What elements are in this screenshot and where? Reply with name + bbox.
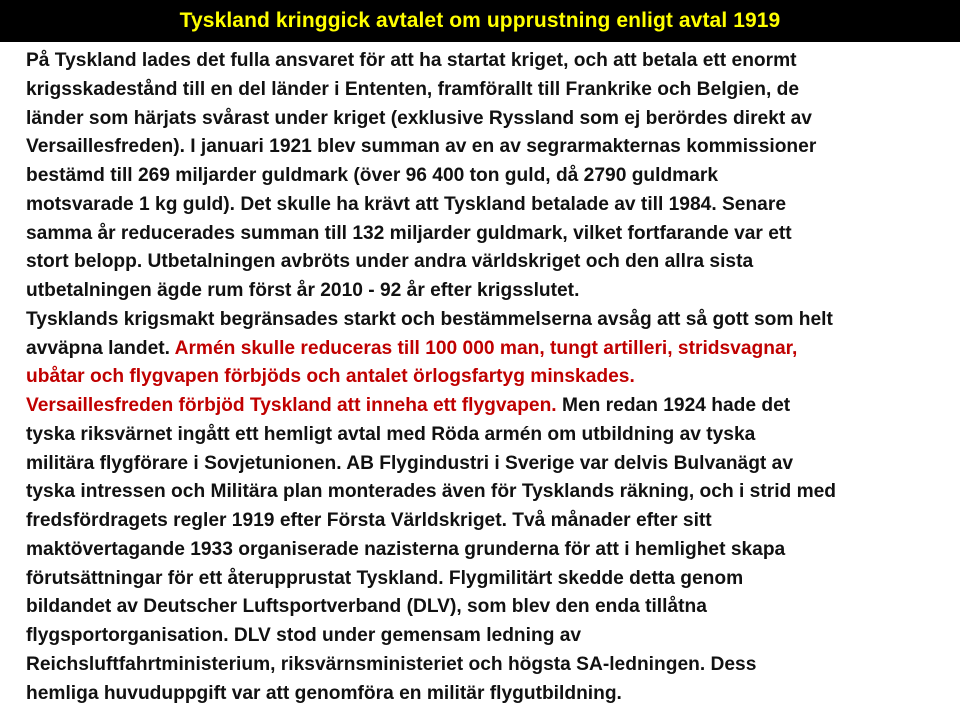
line-text: förutsättningar för ett återupprustat Tyskland. Flygmilitärt skedde detta genom bbox=[26, 567, 744, 589]
text-line bbox=[26, 133, 938, 162]
line-text: länder som härjats svårast under kriget (exklusive Ryssland som ej berördes direkt av bbox=[26, 107, 812, 129]
line-text: utbetalningen ägde rum först år 2010 - 92 år efter krigsslutet. bbox=[26, 280, 580, 301]
line-text: stort belopp. Utbetalningen avbröts under andra världskriget och den allra sista bbox=[26, 251, 754, 273]
text-line bbox=[26, 76, 938, 105]
line-text: bestämd till 269 miljarder guldmark (över 96 400 ton guld, då 2790 guldmark bbox=[26, 165, 719, 186]
line-text: krigsskadestånd till en del länder i Ententen, framförallt till Frankrike och Belgien, de bbox=[26, 78, 800, 100]
highlighted-text: ubåtar och flygvapen förbjöds och antalet örlogsfartyg minskades. bbox=[26, 366, 635, 388]
body-text bbox=[26, 47, 938, 708]
text-line bbox=[26, 277, 938, 306]
text-line bbox=[26, 248, 938, 277]
line-text: militära flygförare i Sovjetunionen. AB Flygindustri i Sverige var delvis Bulvanägt av bbox=[26, 452, 793, 474]
slide-title: Tyskland kringgick avtalet om upprustning enligt avtal 1919 bbox=[179, 9, 781, 32]
text-line bbox=[26, 306, 938, 335]
line-text: flygsportorganisation. DLV stod under gemensam ledning av bbox=[26, 625, 582, 646]
text-line bbox=[26, 450, 938, 479]
text-line bbox=[26, 105, 938, 134]
highlighted-text: Armén skulle reduceras till 100 000 man, tungt artilleri, stridsvagnar, bbox=[174, 337, 798, 359]
line-text: hemliga huvuduppgift var att genomföra en militär flygutbildning. bbox=[26, 682, 622, 704]
text-line bbox=[26, 680, 938, 709]
line-text: samma år reducerades summan till 132 miljarder guldmark, vilket fortfarande var ett bbox=[26, 222, 792, 244]
text-line bbox=[26, 47, 938, 76]
highlighted-text: Versaillesfreden förbjöd Tyskland att inneha ett flygvapen. bbox=[26, 395, 557, 416]
line-text: motsvarade 1 kg guld). Det skulle ha krävt att Tyskland betalade av till 1984. Senare bbox=[26, 193, 786, 215]
text-line bbox=[26, 478, 938, 507]
text-line bbox=[26, 421, 938, 450]
text-line bbox=[26, 162, 938, 191]
text-line bbox=[26, 220, 938, 249]
line-text: bildandet av Deutscher Luftsportverband (DLV), som blev den enda tillåtna bbox=[26, 596, 707, 618]
line-text: Tysklands krigsmakt begränsades starkt och bestämmelserna avsåg att så gott som helt bbox=[26, 308, 833, 330]
text-line bbox=[26, 536, 938, 565]
text-line bbox=[26, 191, 938, 220]
line-text: tyska intressen och Militära plan monterades även för Tysklands räkning, och i strid med bbox=[26, 481, 837, 503]
line-text: Versaillesfreden). I januari 1921 blev summan av en av segrarmakternas kommissioner bbox=[26, 136, 817, 158]
line-text: fredsfördragets regler 1919 efter Första Världskriget. Två månader efter sitt bbox=[26, 510, 712, 531]
text-line bbox=[26, 565, 938, 594]
line-text: avväpna landet. bbox=[26, 337, 175, 359]
line-text: På Tyskland lades det fulla ansvaret för att ha startat kriget, och att betala ett enormt bbox=[26, 50, 797, 71]
text-line bbox=[26, 335, 938, 364]
text-line bbox=[26, 363, 938, 392]
text-line bbox=[26, 622, 938, 651]
title-bar bbox=[0, 0, 960, 42]
text-line bbox=[26, 392, 938, 421]
line-text: Men redan 1924 hade det bbox=[556, 395, 791, 416]
text-line bbox=[26, 651, 938, 680]
text-line bbox=[26, 593, 938, 622]
line-text: Reichsluftfahrtministerium, riksvärnsministeriet och högsta SA-ledningen. Dess bbox=[26, 653, 757, 675]
line-text: tyska riksvärnet ingått ett hemligt avtal med Röda armén om utbildning av tyska bbox=[26, 423, 756, 445]
text-line bbox=[26, 507, 938, 536]
line-text: maktövertagande 1933 organiserade nazisterna grunderna för att i hemlighet skapa bbox=[26, 538, 786, 560]
